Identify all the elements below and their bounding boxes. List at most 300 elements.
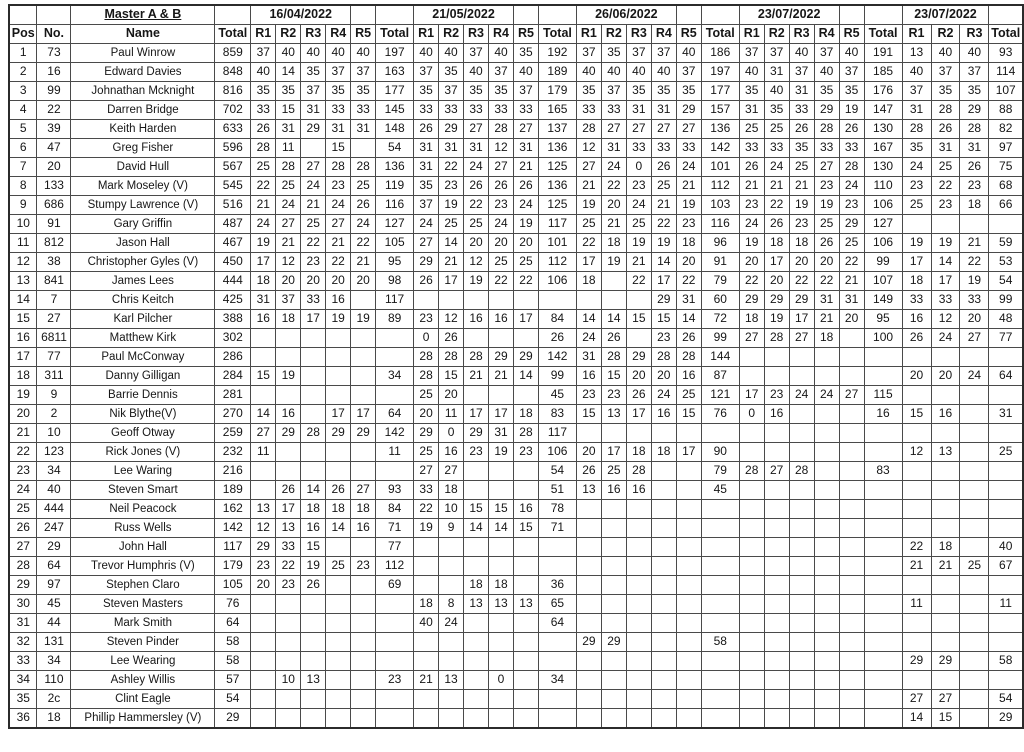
cell-score: 26 xyxy=(626,386,651,405)
cell-score xyxy=(789,595,814,614)
cell-event-total: 40 xyxy=(989,538,1023,557)
cell-event-total xyxy=(864,557,902,576)
cell-score xyxy=(814,405,839,424)
cell-event-total xyxy=(864,633,902,652)
cell-score: 26 xyxy=(676,329,701,348)
cell-score xyxy=(676,481,701,500)
cell-event-total: 114 xyxy=(989,63,1023,82)
cell-score xyxy=(764,576,789,595)
cell-score xyxy=(676,633,701,652)
cell-score xyxy=(839,614,864,633)
cell-score: 29 xyxy=(513,348,538,367)
cell-score: 35 xyxy=(489,82,514,101)
cell-score: 13 xyxy=(489,595,514,614)
cell-score: 23 xyxy=(902,177,931,196)
cell-event-total: 88 xyxy=(989,101,1023,120)
cell-no: 6811 xyxy=(37,329,71,348)
cell-score xyxy=(902,500,931,519)
cell-score: 26 xyxy=(931,120,960,139)
cell-score xyxy=(902,215,931,234)
cell-score xyxy=(351,367,376,386)
column-header-total: Total xyxy=(215,25,251,44)
cell-event-total xyxy=(376,386,414,405)
cell-event-total: 157 xyxy=(701,101,739,120)
cell-no: 110 xyxy=(37,671,71,690)
cell-event-total: 54 xyxy=(989,690,1023,709)
cell-score: 18 xyxy=(960,196,989,215)
cell-score: 21 xyxy=(902,557,931,576)
cell-score: 40 xyxy=(414,614,439,633)
cell-total: 388 xyxy=(215,310,251,329)
header-blank xyxy=(701,5,739,25)
cell-score: 22 xyxy=(839,253,864,272)
cell-score xyxy=(513,462,538,481)
cell-score: 23 xyxy=(739,196,764,215)
cell-score xyxy=(276,614,301,633)
cell-event-total: 145 xyxy=(376,101,414,120)
cell-name: Russ Wells xyxy=(71,519,215,538)
cell-score xyxy=(676,500,701,519)
cell-score: 35 xyxy=(960,82,989,101)
cell-name: Rick Jones (V) xyxy=(71,443,215,462)
column-header-round: R1 xyxy=(576,25,601,44)
cell-score: 37 xyxy=(351,63,376,82)
cell-score: 18 xyxy=(439,481,464,500)
cell-event-total: 105 xyxy=(376,234,414,253)
cell-score: 29 xyxy=(489,348,514,367)
cell-score: 12 xyxy=(464,253,489,272)
cell-score xyxy=(326,329,351,348)
cell-score: 28 xyxy=(251,139,276,158)
cell-score: 20 xyxy=(626,367,651,386)
cell-score: 27 xyxy=(739,329,764,348)
cell-score: 21 xyxy=(351,253,376,272)
cell-score: 25 xyxy=(576,215,601,234)
event-date: 16/04/2022 xyxy=(251,5,351,25)
cell-score xyxy=(351,462,376,481)
cell-score xyxy=(676,709,701,729)
cell-score: 16 xyxy=(513,500,538,519)
cell-score xyxy=(414,557,439,576)
table-row xyxy=(9,215,1023,234)
cell-event-total: 101 xyxy=(701,158,739,177)
cell-score xyxy=(626,291,651,310)
cell-score xyxy=(739,367,764,386)
cell-score xyxy=(931,386,960,405)
cell-score: 13 xyxy=(251,500,276,519)
cell-score: 25 xyxy=(814,215,839,234)
cell-score xyxy=(439,576,464,595)
cell-score: 16 xyxy=(351,519,376,538)
cell-score: 26 xyxy=(902,329,931,348)
cell-score: 37 xyxy=(676,63,701,82)
cell-score xyxy=(902,671,931,690)
cell-score xyxy=(789,614,814,633)
cell-total: 259 xyxy=(215,424,251,443)
cell-score xyxy=(464,633,489,652)
cell-event-total xyxy=(701,709,739,729)
cell-score: 18 xyxy=(626,443,651,462)
cell-event-total: 34 xyxy=(538,671,576,690)
cell-event-total: 54 xyxy=(376,139,414,158)
cell-score xyxy=(960,595,989,614)
cell-score: 28 xyxy=(764,329,789,348)
cell-score xyxy=(326,652,351,671)
cell-score xyxy=(960,614,989,633)
cell-score: 26 xyxy=(764,215,789,234)
cell-score xyxy=(739,424,764,443)
cell-event-total: 136 xyxy=(701,120,739,139)
cell-score: 25 xyxy=(414,386,439,405)
cell-score xyxy=(513,291,538,310)
cell-score: 35 xyxy=(464,82,489,101)
cell-total: 302 xyxy=(215,329,251,348)
cell-score: 37 xyxy=(626,44,651,63)
cell-score: 20 xyxy=(676,253,701,272)
cell-name: David Hull xyxy=(71,158,215,177)
cell-score: 24 xyxy=(513,196,538,215)
cell-score xyxy=(326,348,351,367)
cell-score: 25 xyxy=(276,177,301,196)
header-blank xyxy=(351,5,376,25)
cell-score: 23 xyxy=(960,177,989,196)
cell-no: 45 xyxy=(37,595,71,614)
cell-no: 77 xyxy=(37,348,71,367)
cell-pos: 4 xyxy=(9,101,37,120)
cell-score: 12 xyxy=(576,139,601,158)
cell-score: 37 xyxy=(814,44,839,63)
cell-score: 19 xyxy=(764,310,789,329)
cell-score: 27 xyxy=(464,120,489,139)
cell-score xyxy=(301,462,326,481)
cell-score: 40 xyxy=(626,63,651,82)
cell-total: 487 xyxy=(215,215,251,234)
cell-score xyxy=(414,576,439,595)
cell-score xyxy=(301,652,326,671)
cell-score: 31 xyxy=(902,101,931,120)
cell-event-total: 96 xyxy=(701,234,739,253)
cell-score xyxy=(739,690,764,709)
cell-score xyxy=(764,443,789,462)
cell-score: 33 xyxy=(601,101,626,120)
cell-score xyxy=(489,557,514,576)
cell-score xyxy=(739,557,764,576)
cell-score: 16 xyxy=(902,310,931,329)
cell-score: 29 xyxy=(764,291,789,310)
cell-event-total xyxy=(376,690,414,709)
cell-score xyxy=(902,348,931,367)
cell-score: 24 xyxy=(764,158,789,177)
cell-total: 425 xyxy=(215,291,251,310)
cell-score: 22 xyxy=(464,196,489,215)
cell-score: 33 xyxy=(626,139,651,158)
cell-score: 24 xyxy=(414,215,439,234)
cell-score: 18 xyxy=(764,234,789,253)
cell-score: 31 xyxy=(814,291,839,310)
cell-score xyxy=(651,538,676,557)
cell-score xyxy=(814,481,839,500)
cell-score: 19 xyxy=(931,234,960,253)
cell-name: Karl Pilcher xyxy=(71,310,215,329)
cell-score xyxy=(931,481,960,500)
cell-event-total: 93 xyxy=(989,44,1023,63)
cell-score: 18 xyxy=(513,405,538,424)
cell-score: 18 xyxy=(931,538,960,557)
cell-score xyxy=(789,405,814,424)
cell-event-total: 79 xyxy=(701,272,739,291)
cell-name: Barrie Dennis xyxy=(71,386,215,405)
cell-event-total: 148 xyxy=(376,120,414,139)
cell-score: 31 xyxy=(839,291,864,310)
cell-score xyxy=(326,614,351,633)
cell-score xyxy=(839,595,864,614)
cell-score: 16 xyxy=(676,367,701,386)
cell-score xyxy=(931,215,960,234)
cell-score: 22 xyxy=(513,272,538,291)
cell-score xyxy=(251,481,276,500)
cell-score: 31 xyxy=(513,139,538,158)
cell-score xyxy=(789,538,814,557)
cell-score xyxy=(676,652,701,671)
cell-score xyxy=(764,500,789,519)
cell-score: 26 xyxy=(960,158,989,177)
sheet-title: Master A & B xyxy=(71,5,215,25)
cell-score: 20 xyxy=(839,310,864,329)
cell-score xyxy=(789,367,814,386)
cell-score xyxy=(960,576,989,595)
cell-no: 97 xyxy=(37,576,71,595)
cell-total: 467 xyxy=(215,234,251,253)
cell-score: 33 xyxy=(960,291,989,310)
cell-score: 27 xyxy=(814,158,839,177)
cell-score xyxy=(839,405,864,424)
cell-score: 26 xyxy=(414,272,439,291)
cell-score xyxy=(739,519,764,538)
cell-score xyxy=(960,690,989,709)
header-blank xyxy=(215,5,251,25)
cell-event-total xyxy=(538,538,576,557)
cell-score xyxy=(626,500,651,519)
cell-score: 20 xyxy=(351,272,376,291)
cell-score: 11 xyxy=(251,443,276,462)
cell-score: 35 xyxy=(764,101,789,120)
cell-score xyxy=(960,348,989,367)
cell-score: 40 xyxy=(276,44,301,63)
cell-score xyxy=(414,633,439,652)
column-header-event-total: Total xyxy=(538,25,576,44)
cell-event-total: 125 xyxy=(538,158,576,177)
cell-score xyxy=(960,652,989,671)
cell-score xyxy=(789,652,814,671)
cell-score: 26 xyxy=(839,120,864,139)
cell-event-total xyxy=(701,519,739,538)
cell-event-total: 147 xyxy=(864,101,902,120)
cell-score xyxy=(351,348,376,367)
cell-event-total: 163 xyxy=(376,63,414,82)
cell-score: 13 xyxy=(301,671,326,690)
cell-score: 37 xyxy=(464,44,489,63)
cell-score: 40 xyxy=(789,44,814,63)
cell-score xyxy=(789,424,814,443)
header-blank xyxy=(9,5,37,25)
cell-score xyxy=(814,614,839,633)
cell-score xyxy=(651,633,676,652)
cell-score xyxy=(814,576,839,595)
cell-score: 15 xyxy=(513,519,538,538)
cell-no: 39 xyxy=(37,120,71,139)
cell-score xyxy=(276,329,301,348)
cell-event-total: 191 xyxy=(864,44,902,63)
cell-name: James Lees xyxy=(71,272,215,291)
cell-pos: 26 xyxy=(9,519,37,538)
cell-score xyxy=(814,367,839,386)
cell-score xyxy=(739,633,764,652)
cell-score: 28 xyxy=(839,158,864,177)
cell-event-total: 125 xyxy=(538,196,576,215)
cell-score xyxy=(902,519,931,538)
header-blank xyxy=(376,5,414,25)
cell-score: 35 xyxy=(576,82,601,101)
cell-score: 15 xyxy=(439,367,464,386)
cell-score xyxy=(626,519,651,538)
cell-score xyxy=(513,614,538,633)
cell-score xyxy=(414,690,439,709)
cell-score: 24 xyxy=(676,158,701,177)
cell-score xyxy=(931,633,960,652)
cell-no: 18 xyxy=(37,709,71,729)
cell-score: 25 xyxy=(960,557,989,576)
cell-score xyxy=(789,557,814,576)
cell-event-total: 71 xyxy=(376,519,414,538)
cell-event-total: 127 xyxy=(376,215,414,234)
table-row xyxy=(9,253,1023,272)
cell-score: 27 xyxy=(931,690,960,709)
cell-event-total: 136 xyxy=(538,139,576,158)
cell-score: 35 xyxy=(414,82,439,101)
cell-total: 286 xyxy=(215,348,251,367)
cell-event-total: 167 xyxy=(864,139,902,158)
cell-score: 19 xyxy=(601,253,626,272)
table-row xyxy=(9,614,1023,633)
cell-score xyxy=(814,633,839,652)
cell-score xyxy=(626,576,651,595)
cell-no: 2 xyxy=(37,405,71,424)
column-header-round: R2 xyxy=(931,25,960,44)
cell-event-total xyxy=(864,519,902,538)
cell-score xyxy=(464,462,489,481)
cell-score xyxy=(814,424,839,443)
cell-score xyxy=(513,538,538,557)
cell-event-total: 64 xyxy=(989,367,1023,386)
event-date: 23/07/2022 xyxy=(739,5,839,25)
cell-score: 12 xyxy=(251,519,276,538)
cell-event-total: 117 xyxy=(376,291,414,310)
cell-score: 17 xyxy=(902,253,931,272)
cell-score xyxy=(839,671,864,690)
cell-score: 21 xyxy=(931,557,960,576)
cell-pos: 21 xyxy=(9,424,37,443)
cell-score xyxy=(513,709,538,729)
cell-score: 35 xyxy=(789,139,814,158)
cell-score xyxy=(839,557,864,576)
cell-score: 35 xyxy=(676,82,701,101)
cell-event-total: 78 xyxy=(538,500,576,519)
cell-event-total xyxy=(701,614,739,633)
cell-score: 14 xyxy=(301,481,326,500)
column-header-round: R3 xyxy=(960,25,989,44)
cell-score xyxy=(251,633,276,652)
cell-pos: 10 xyxy=(9,215,37,234)
cell-score xyxy=(902,614,931,633)
cell-score: 40 xyxy=(464,63,489,82)
cell-score: 35 xyxy=(651,82,676,101)
table-row xyxy=(9,671,1023,690)
cell-score xyxy=(601,519,626,538)
cell-pos: 30 xyxy=(9,595,37,614)
cell-score: 35 xyxy=(251,82,276,101)
cell-no: 444 xyxy=(37,500,71,519)
cell-pos: 11 xyxy=(9,234,37,253)
cell-score xyxy=(676,462,701,481)
cell-score xyxy=(814,690,839,709)
cell-event-total: 116 xyxy=(376,196,414,215)
cell-score xyxy=(601,424,626,443)
cell-score: 18 xyxy=(676,234,701,253)
results-table xyxy=(8,4,1024,729)
cell-score xyxy=(439,633,464,652)
cell-event-total: 29 xyxy=(989,709,1023,729)
cell-event-total xyxy=(989,215,1023,234)
cell-score xyxy=(739,576,764,595)
cell-score: 27 xyxy=(326,215,351,234)
cell-event-total: 127 xyxy=(864,215,902,234)
cell-score xyxy=(789,443,814,462)
cell-pos: 14 xyxy=(9,291,37,310)
cell-event-total: 119 xyxy=(376,177,414,196)
header-blank xyxy=(37,5,71,25)
cell-no: 34 xyxy=(37,462,71,481)
table-row xyxy=(9,329,1023,348)
cell-score: 40 xyxy=(931,44,960,63)
table-row xyxy=(9,177,1023,196)
table-row xyxy=(9,139,1023,158)
cell-event-total: 65 xyxy=(538,595,576,614)
cell-score xyxy=(276,462,301,481)
cell-event-total: 84 xyxy=(376,500,414,519)
cell-score: 16 xyxy=(326,291,351,310)
cell-event-total: 72 xyxy=(701,310,739,329)
cell-score: 21 xyxy=(513,158,538,177)
cell-score xyxy=(351,443,376,462)
cell-event-total xyxy=(376,348,414,367)
cell-score xyxy=(326,386,351,405)
cell-score: 21 xyxy=(601,215,626,234)
cell-score: 37 xyxy=(489,63,514,82)
cell-event-total: 130 xyxy=(864,158,902,177)
column-header-round: R1 xyxy=(251,25,276,44)
cell-score xyxy=(676,595,701,614)
cell-event-total: 59 xyxy=(989,234,1023,253)
cell-score xyxy=(576,424,601,443)
cell-total: 189 xyxy=(215,481,251,500)
cell-score: 22 xyxy=(326,253,351,272)
cell-score xyxy=(764,595,789,614)
cell-score: 28 xyxy=(676,348,701,367)
cell-score: 20 xyxy=(601,196,626,215)
cell-score: 18 xyxy=(351,500,376,519)
cell-score: 20 xyxy=(960,310,989,329)
cell-score: 0 xyxy=(739,405,764,424)
